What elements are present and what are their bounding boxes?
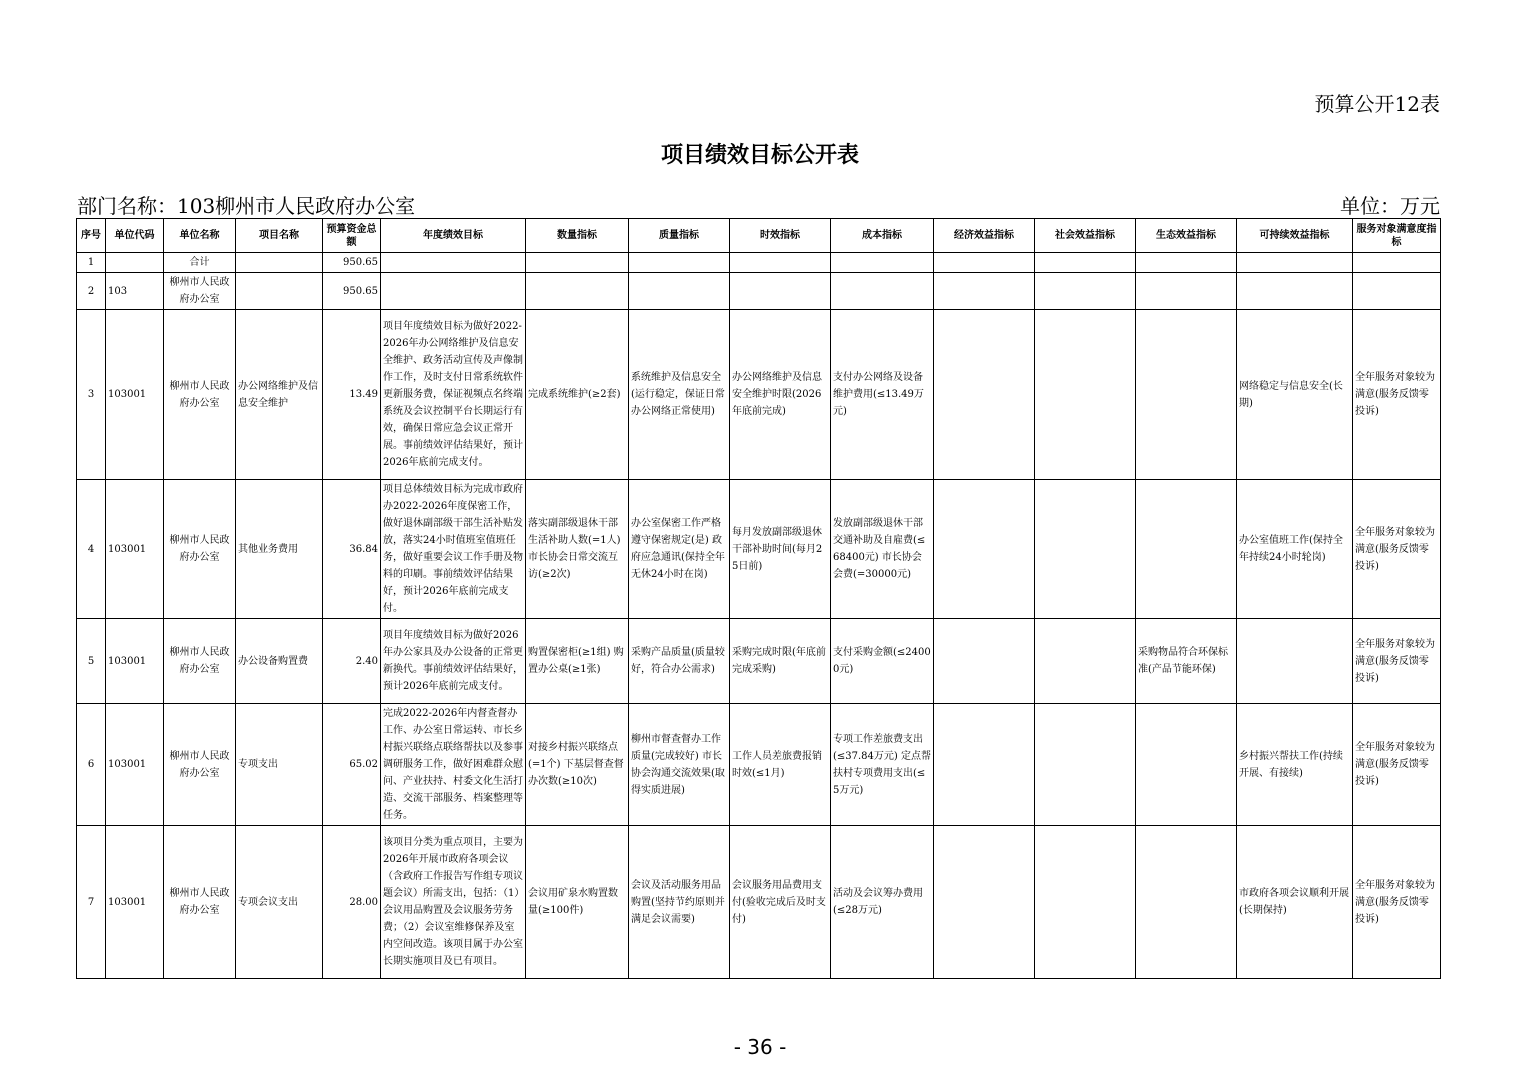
col-header: 成本指标 <box>831 219 934 253</box>
cell-satisfaction: 全年服务对象较为满意(服务反馈零投诉) <box>1353 704 1441 826</box>
cell-project <box>236 253 323 273</box>
col-header: 服务对象满意度指标 <box>1353 219 1441 253</box>
cell-quality: 采购产品质量(质量较好，符合办公需求) <box>629 619 730 704</box>
table-row <box>77 310 1441 480</box>
cell-satisfaction <box>1353 253 1441 273</box>
cell-unit: 柳州市人民政府办公室 <box>164 480 236 619</box>
cell-timeliness <box>730 273 831 310</box>
col-header: 经济效益指标 <box>934 219 1035 253</box>
cell-quantity: 购置保密柜(≥1组) 购置办公桌(≥1张) <box>526 619 629 704</box>
table-number: 预算公开12表 <box>1314 92 1440 116</box>
cell-amount: 950.65 <box>323 273 381 310</box>
cell-code: 103001 <box>106 619 164 704</box>
cell-ecological <box>1136 826 1237 979</box>
cell-satisfaction: 全年服务对象较为满意(服务反馈零投诉) <box>1353 826 1441 979</box>
cell-social <box>1035 704 1136 826</box>
cell-timeliness: 采购完成时限(年底前完成采购) <box>730 619 831 704</box>
cell-no: 3 <box>77 310 106 480</box>
cell-project: 办公网络维护及信息安全维护 <box>236 310 323 480</box>
header-row <box>77 219 1441 253</box>
cell-sustainable: 市政府各项会议顺利开展(长期保持) <box>1237 826 1353 979</box>
cell-timeliness: 每月发放副部级退休干部补助时间(每月25日前) <box>730 480 831 619</box>
cell-social <box>1035 826 1136 979</box>
cell-cost: 支付办公网络及设备维护费用(≤13.49万元) <box>831 310 934 480</box>
cell-satisfaction: 全年服务对象较为满意(服务反馈零投诉) <box>1353 480 1441 619</box>
cell-quantity: 会议用矿泉水购置数量(≥100件) <box>526 826 629 979</box>
cell-project <box>236 273 323 310</box>
cell-cost: 发放副部级退休干部交通补助及自雇费(≤68400元) 市长协会会费(=30000元) <box>831 480 934 619</box>
cell-sustainable <box>1237 253 1353 273</box>
cell-no: 1 <box>77 253 106 273</box>
cell-ecological <box>1136 310 1237 480</box>
col-header: 项目名称 <box>236 219 323 253</box>
col-header: 可持续效益指标 <box>1237 219 1353 253</box>
col-header: 单位代码 <box>106 219 164 253</box>
cell-unit: 柳州市人民政府办公室 <box>164 826 236 979</box>
cell-economic <box>934 253 1035 273</box>
cell-unit: 柳州市人民政府办公室 <box>164 273 236 310</box>
table-row <box>77 619 1441 704</box>
cell-ecological <box>1136 273 1237 310</box>
cell-social <box>1035 310 1136 480</box>
cell-no: 4 <box>77 480 106 619</box>
cell-code: 103001 <box>106 826 164 979</box>
cell-code: 103001 <box>106 480 164 619</box>
cell-goal <box>381 253 526 273</box>
cell-goal: 项目年度绩效目标为做好2022-2026年办公网络维护及信息安全维护、政务活动宣传及声像制作工作，及时支付日常系统软件更新服务费，保证视频点名终端系统及会议控制平台长期运行有效，确保日常应急会议正常开展。事前绩效评估结果好，预计2026年底前完成支付。 <box>381 310 526 480</box>
cell-no: 6 <box>77 704 106 826</box>
cell-amount: 65.02 <box>323 704 381 826</box>
cell-goal: 项目年度绩效目标为做好2026年办公家具及办公设备的正常更新换代。事前绩效评估结果好，预计2026年底前完成支付。 <box>381 619 526 704</box>
col-header: 质量指标 <box>629 219 730 253</box>
cell-unit: 柳州市人民政府办公室 <box>164 310 236 480</box>
cell-unit: 柳州市人民政府办公室 <box>164 619 236 704</box>
cell-timeliness <box>730 253 831 273</box>
table-row <box>77 826 1441 979</box>
cell-project: 专项支出 <box>236 704 323 826</box>
cell-ecological: 采购物品符合环保标准(产品节能环保) <box>1136 619 1237 704</box>
cell-project: 办公设备购置费 <box>236 619 323 704</box>
cell-amount: 950.65 <box>323 253 381 273</box>
cell-economic <box>934 826 1035 979</box>
table-row <box>77 704 1441 826</box>
col-header: 数量指标 <box>526 219 629 253</box>
cell-ecological <box>1136 480 1237 619</box>
cell-ecological <box>1136 253 1237 273</box>
cell-sustainable: 办公室值班工作(保持全年持续24小时轮岗) <box>1237 480 1353 619</box>
cell-no: 5 <box>77 619 106 704</box>
cell-goal: 项目总体绩效目标为完成市政府办2022-2026年度保密工作，做好退休副部级干部生活补贴发放，落实24小时值班室值班任务，做好重要会议工作手册及物料的印刷。事前绩效评估结果好，预计2026年底前完成支付。 <box>381 480 526 619</box>
cell-code: 103001 <box>106 704 164 826</box>
col-header: 年度绩效目标 <box>381 219 526 253</box>
table-row <box>77 253 1441 273</box>
cell-sustainable: 乡村振兴帮扶工作(持续开展、有接续) <box>1237 704 1353 826</box>
cell-cost <box>831 253 934 273</box>
cell-quality: 柳州市督查督办工作质量(完成较好) 市长协会沟通交流效果(取得实质进展) <box>629 704 730 826</box>
cell-economic <box>934 704 1035 826</box>
cell-quantity: 对接乡村振兴联络点(=1个) 下基层督查督办次数(≥10次) <box>526 704 629 826</box>
cell-quality <box>629 273 730 310</box>
department-name: 部门名称：103柳州市人民政府办公室 <box>77 194 416 218</box>
cell-unit: 柳州市人民政府办公室 <box>164 704 236 826</box>
col-header: 序号 <box>77 219 106 253</box>
cell-cost: 活动及会议筹办费用(≤28万元) <box>831 826 934 979</box>
unit-label: 单位：万元 <box>1340 194 1440 218</box>
cell-code: 103 <box>106 273 164 310</box>
cell-amount: 13.49 <box>323 310 381 480</box>
cell-cost: 专项工作差旅费支出(≤37.84万元) 定点帮扶村专项费用支出(≤5万元) <box>831 704 934 826</box>
cell-social <box>1035 253 1136 273</box>
cell-social <box>1035 480 1136 619</box>
cell-cost: 支付采购金额(≤24000元) <box>831 619 934 704</box>
cell-code: 103001 <box>106 310 164 480</box>
performance-table <box>76 218 1441 979</box>
cell-satisfaction: 全年服务对象较为满意(服务反馈零投诉) <box>1353 619 1441 704</box>
cell-amount: 2.40 <box>323 619 381 704</box>
col-header: 单位名称 <box>164 219 236 253</box>
cell-quality: 办公室保密工作严格遵守保密规定(是) 政府应急通讯(保持全年无休24小时在岗) <box>629 480 730 619</box>
cell-amount: 28.00 <box>323 826 381 979</box>
cell-social <box>1035 273 1136 310</box>
cell-social <box>1035 619 1136 704</box>
cell-no: 7 <box>77 826 106 979</box>
cell-quantity: 落实副部级退休干部生活补助人数(=1人) 市长协会日常交流互访(≥2次) <box>526 480 629 619</box>
cell-quantity <box>526 253 629 273</box>
cell-quantity <box>526 273 629 310</box>
cell-sustainable <box>1237 273 1353 310</box>
cell-economic <box>934 310 1035 480</box>
cell-quality: 会议及活动服务用品购置(坚持节约原则并满足会议需要) <box>629 826 730 979</box>
cell-satisfaction: 全年服务对象较为满意(服务反馈零投诉) <box>1353 310 1441 480</box>
cell-goal: 该项目分类为重点项目，主要为2026年开展市政府各项会议（含政府工作报告写作组专项议题会议）所需支出，包括：（1）会议用品购置及会议服务劳务费；（2）会议室维修保养及室内空间改造。该项目属于办公室长期实施项目及已有项目。 <box>381 826 526 979</box>
table-row <box>77 480 1441 619</box>
cell-economic <box>934 480 1035 619</box>
table-row <box>77 273 1441 310</box>
cell-code <box>106 253 164 273</box>
cell-timeliness: 会议服务用品费用支付(验收完成后及时支付) <box>730 826 831 979</box>
col-header: 预算资金总额 <box>323 219 381 253</box>
cell-sustainable: 网络稳定与信息安全(长期) <box>1237 310 1353 480</box>
cell-satisfaction <box>1353 273 1441 310</box>
cell-quality: 系统维护及信息安全(运行稳定，保证日常办公网络正常使用) <box>629 310 730 480</box>
cell-ecological <box>1136 704 1237 826</box>
cell-cost <box>831 273 934 310</box>
cell-quality <box>629 253 730 273</box>
cell-project: 其他业务费用 <box>236 480 323 619</box>
cell-goal: 完成2022-2026年内督查督办工作、办公室日常运转、市长乡村振兴联络点联络帮扶以及参事调研服务工作，做好困难群众慰问、产业扶持、村委文化生活打造、交流干部服务、档案整理等任务。 <box>381 704 526 826</box>
col-header: 时效指标 <box>730 219 831 253</box>
cell-timeliness: 工作人员差旅费报销时效(≤1月) <box>730 704 831 826</box>
page-number: - 36 - <box>733 1035 787 1059</box>
col-header: 生态效益指标 <box>1136 219 1237 253</box>
cell-timeliness: 办公网络维护及信息安全维护时限(2026年底前完成) <box>730 310 831 480</box>
cell-no: 2 <box>77 273 106 310</box>
cell-economic <box>934 619 1035 704</box>
cell-quantity: 完成系统维护(≥2套) <box>526 310 629 480</box>
cell-unit: 合计 <box>164 253 236 273</box>
page-title: 项目绩效目标公开表 <box>660 143 859 168</box>
cell-sustainable <box>1237 619 1353 704</box>
cell-amount: 36.84 <box>323 480 381 619</box>
cell-project: 专项会议支出 <box>236 826 323 979</box>
cell-economic <box>934 273 1035 310</box>
col-header: 社会效益指标 <box>1035 219 1136 253</box>
cell-goal <box>381 273 526 310</box>
